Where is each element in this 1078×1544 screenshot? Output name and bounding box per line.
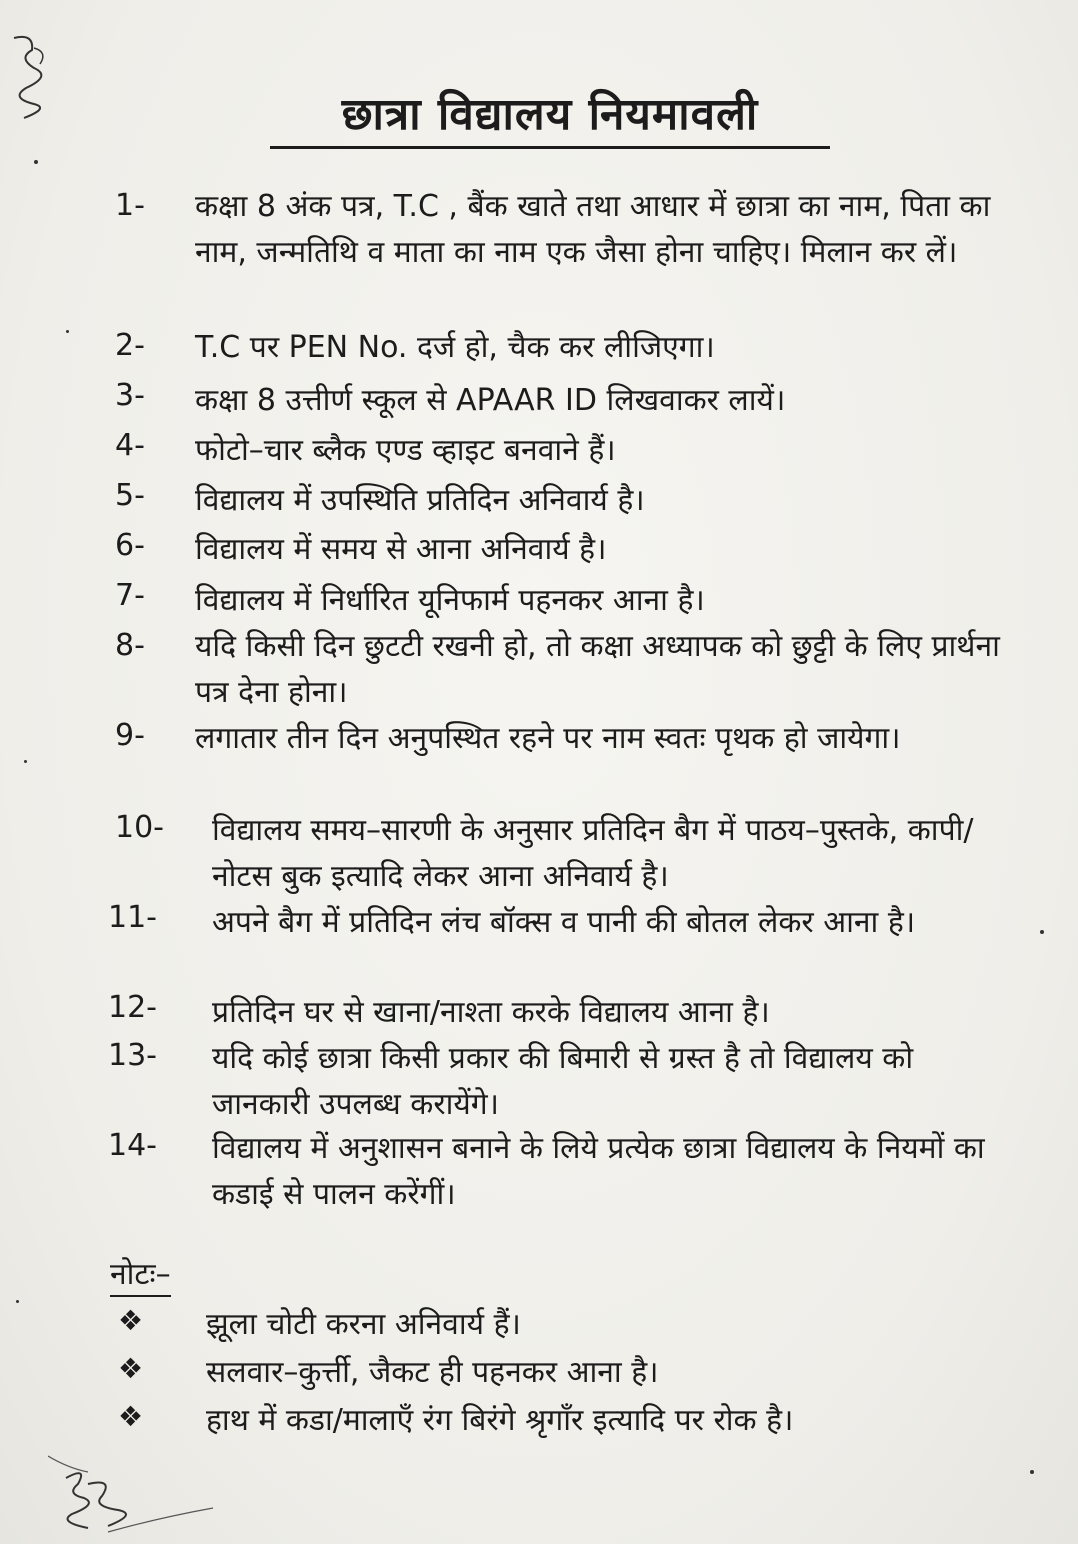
four-diamond-bullet-icon: ❖	[118, 1352, 144, 1385]
rule-number: 8-	[115, 628, 145, 663]
four-diamond-bullet-icon: ❖	[118, 1304, 144, 1337]
paper-speck	[66, 330, 69, 333]
rule-text: विद्यालय समय–सारणी के अनुसार प्रतिदिन बैग में पाठय–पुस्तके, कापी/ नोटस बुक इत्यादि लेकर आना अनिवार्य है।	[212, 813, 974, 894]
rule-number: 3-	[115, 378, 145, 413]
handwritten-scribble-bottom	[48, 1448, 218, 1538]
rule-number: 12-	[108, 990, 157, 1025]
note-text: हाथ में कडा/मालाएँ रंग बिरंगे श्रृगाँर इत्यादि पर रोक है।	[206, 1403, 794, 1438]
rule-number: 7-	[115, 578, 145, 613]
paper-speck	[24, 760, 27, 763]
note-text: सलवार–कुर्त्ती, जैकट ही पहनकर आना है।	[206, 1355, 659, 1390]
rule-text: विद्यालय में अनुशासन बनाने के लिये प्रत्येक छात्रा विद्यालय के नियमों का कडाई से पालन करेंगीं।	[212, 1131, 985, 1212]
rule-number: 5-	[115, 478, 145, 513]
rule-text: कक्षा 8 अंक पत्र, T.C , बैंक खाते तथा आधार में छात्रा का नाम, पिता का नाम, जन्मतिथि व माता का नाम एक जैसा होना चाहिए। मिलान कर लें।	[195, 189, 991, 270]
rule-text: यदि कोई छात्रा किसी प्रकार की बिमारी से ग्रस्त है तो विद्यालय को जानकारी उपलब्ध करायेंगे।	[212, 1041, 914, 1122]
rule-text: विद्यालय में निर्धारित यूनिफार्म पहनकर आना है।	[195, 583, 705, 618]
rule-number: 4-	[115, 428, 145, 463]
note-text: झूला चोटी करना अनिवार्य हैं।	[206, 1307, 521, 1342]
rule-number: 9-	[115, 718, 145, 753]
rule-number: 14-	[108, 1128, 157, 1163]
rule-text: कक्षा 8 उत्तीर्ण स्कूल से APAAR ID लिखवाकर लायें।	[195, 383, 786, 418]
note-heading: नोटः–	[110, 1252, 171, 1297]
rule-text: T.C पर PEN No. दर्ज हो, चैक कर लीजिएगा।	[195, 330, 715, 365]
paper-speck	[16, 1300, 19, 1303]
rule-text: अपने बैग में प्रतिदिन लंच बॉक्स व पानी की बोतल लेकर आना है।	[212, 905, 916, 940]
rule-text: विद्यालय में उपस्थिति प्रतिदिन अनिवार्य है।	[195, 483, 645, 518]
rule-number: 6-	[115, 528, 145, 563]
rule-number: 13-	[108, 1038, 157, 1073]
rule-text: यदि किसी दिन छुटटी रखनी हो, तो कक्षा अध्यापक को छुट्टी के लिए प्रार्थना पत्र देना होना।	[195, 629, 1000, 710]
rule-text: फोटो–चार ब्लैक एण्ड व्हाइट बनवाने हैं।	[195, 433, 616, 468]
handwritten-scribble-top	[4, 28, 64, 123]
rule-text: प्रतिदिन घर से खाना/नाश्ता करके विद्यालय आना है।	[212, 995, 770, 1030]
paper-speck	[34, 160, 38, 164]
paper-speck	[1030, 1470, 1034, 1474]
page-title: छात्रा विद्यालय नियमावली	[270, 82, 830, 149]
four-diamond-bullet-icon: ❖	[118, 1400, 144, 1433]
paper-speck	[1040, 930, 1044, 934]
rule-text: लगातार तीन दिन अनुपस्थित रहने पर नाम स्वतः पृथक हो जायेगा।	[195, 721, 901, 756]
rule-number: 10-	[115, 810, 164, 845]
rule-number: 2-	[115, 328, 145, 363]
rule-text: विद्यालय में समय से आना अनिवार्य है।	[195, 532, 607, 567]
rule-number: 1-	[115, 188, 145, 223]
rule-number: 11-	[108, 900, 157, 935]
